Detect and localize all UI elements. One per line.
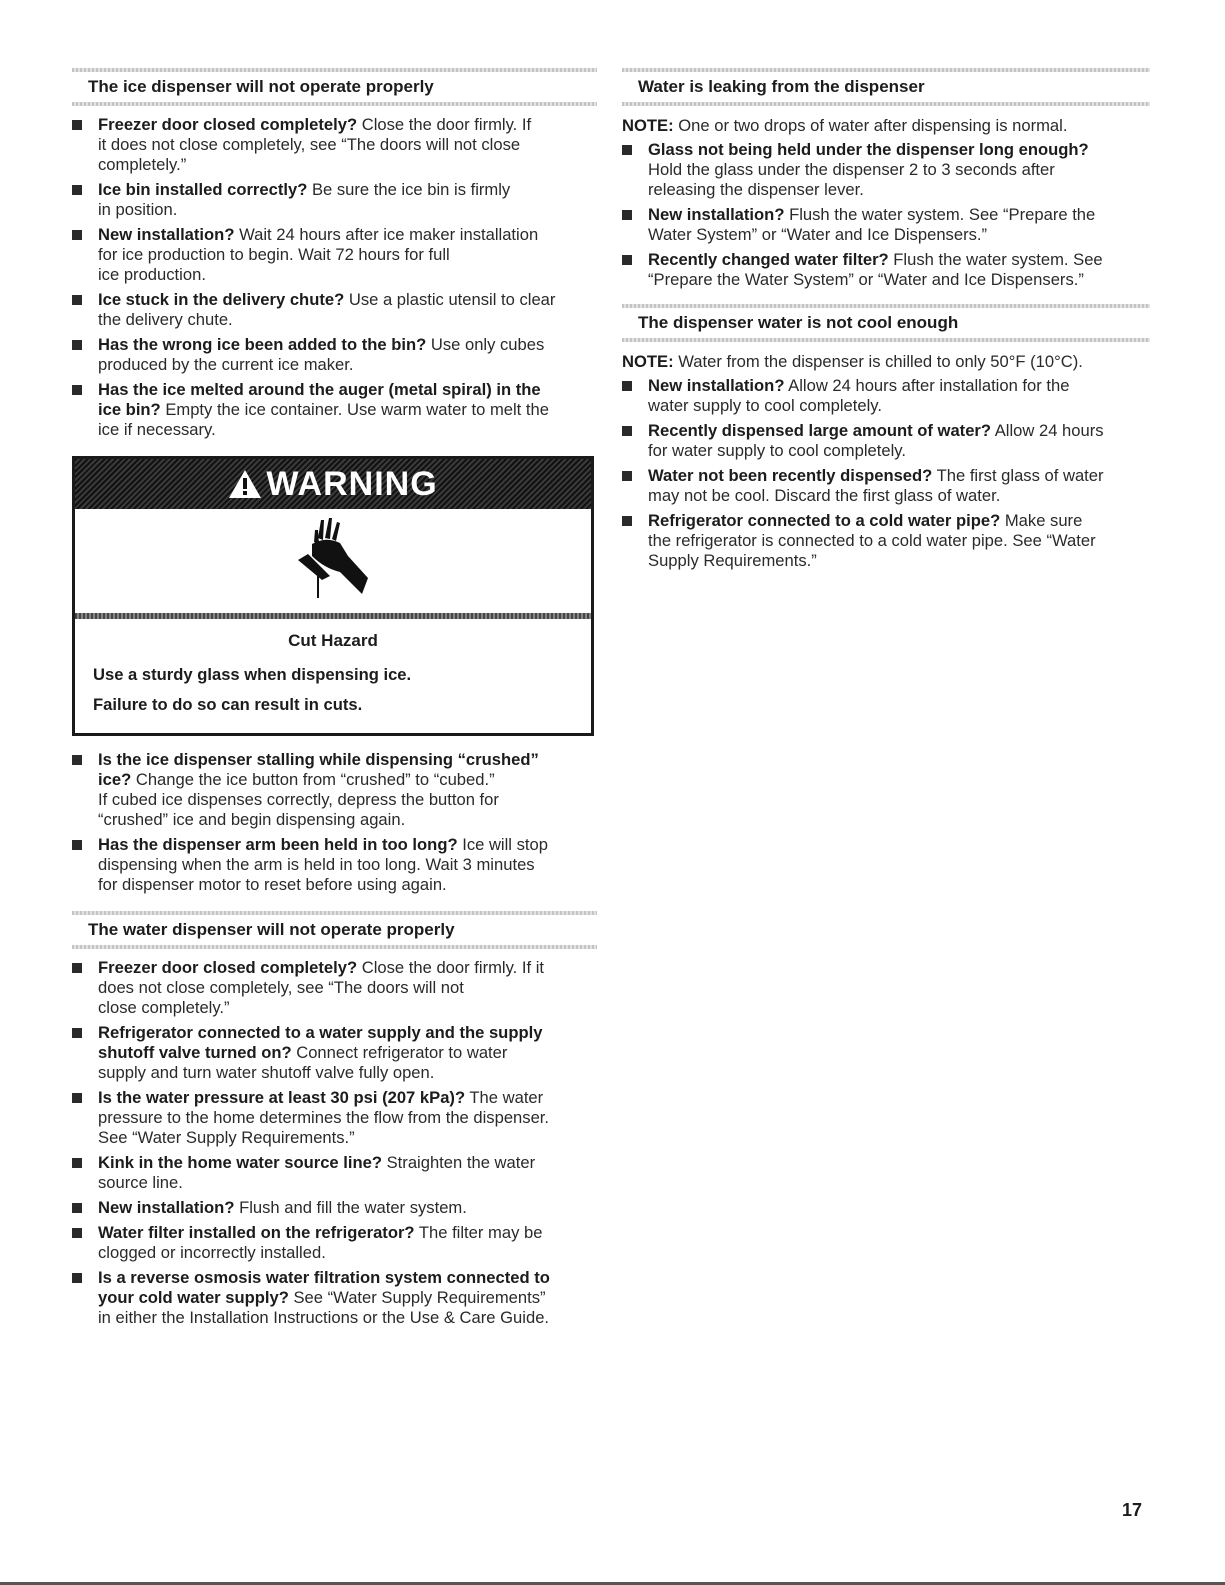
list-item: Is the ice dispenser stalling while dispensing “crushed” ice? Change the ice button from “crushed” to “cubed.” If cubed ice dispenses correctly, depress the button for “crushed” ice and begin dispensing again. [72, 750, 597, 830]
bullet-square-icon [622, 145, 632, 155]
bullet-square-icon [72, 230, 82, 240]
list-item: Refrigerator connected to a cold water pipe? Make sure the refrigerator is connected to a cold water pipe. See “Water Supply Requirements.” [622, 511, 1150, 571]
bullet-square-icon [72, 840, 82, 850]
bullet-square-icon [72, 755, 82, 765]
water-dispenser-list [72, 958, 597, 1328]
warning-title: WARNING [266, 464, 438, 503]
bullet-square-icon [72, 295, 82, 305]
warning-triangle-icon [228, 469, 262, 499]
water-leaking-list [622, 140, 1150, 290]
list-item: Recently dispensed large amount of water? Allow 24 hours for water supply to cool completely. [622, 421, 1150, 461]
bullet-square-icon [622, 426, 632, 436]
warning-instruction: Use a sturdy glass when dispensing ice. [93, 665, 412, 684]
bullet-square-icon [72, 120, 82, 130]
list-item: New installation? Flush the water system. See “Prepare the Water System” or “Water and Ice Dispensers.” [622, 205, 1150, 245]
ice-dispenser-list [72, 115, 597, 440]
section-heading-ice-dispenser: The ice dispenser will not operate properly [72, 68, 597, 106]
bullet-square-icon [622, 255, 632, 265]
list-item: Has the ice melted around the auger (metal spiral) in the ice bin? Empty the ice container. Use warm water to melt the ice if necessary. [72, 380, 597, 440]
list-item: Water not been recently dispensed? The first glass of water may not be cool. Discard the first glass of water. [622, 466, 1150, 506]
warning-consequence: Failure to do so can result in cuts. [93, 695, 363, 714]
bullet-square-icon [72, 1158, 82, 1168]
right-column [622, 68, 1150, 576]
list-item: New installation? Wait 24 hours after ice maker installation for ice production to begin. Wait 72 hours for full ice production. [72, 225, 597, 285]
list-item: Recently changed water filter? Flush the water system. See “Prepare the Water System” or “Water and Ice Dispensers.” [622, 250, 1150, 290]
section-heading-water-leaking: Water is leaking from the dispenser [622, 68, 1150, 106]
list-item: New installation? Allow 24 hours after installation for the water supply to cool completely. [622, 376, 1150, 416]
bullet-square-icon [72, 963, 82, 973]
left-column [72, 68, 597, 1333]
list-item: Has the dispenser arm been held in too long? Ice will stop dispensing when the arm is held in too long. Wait 3 minutes for dispenser motor to reset before using again. [72, 835, 597, 895]
section-heading-water-not-cool: The dispenser water is not cool enough [622, 304, 1150, 342]
bullet-square-icon [72, 1203, 82, 1213]
warning-box [72, 456, 594, 736]
section-heading-water-dispenser: The water dispenser will not operate properly [72, 911, 597, 949]
list-item: Freezer door closed completely? Close the door firmly. If it does not close completely, see “The doors will not close completely.” [72, 115, 597, 175]
list-item: Is the water pressure at least 30 psi (207 kPa)? The water pressure to the home determines the flow from the dispenser. See “Water Supply Requirements.” [72, 1088, 597, 1148]
bullet-square-icon [72, 340, 82, 350]
list-item: Has the wrong ice been added to the bin? Use only cubes produced by the current ice maker. [72, 335, 597, 375]
page-number: 17 [1121, 1500, 1142, 1520]
cut-hazard-pictogram [75, 509, 591, 613]
list-item: Water filter installed on the refrigerator? The filter may be clogged or incorrectly installed. [72, 1223, 597, 1263]
bullet-square-icon [72, 1273, 82, 1283]
bullet-square-icon [72, 385, 82, 395]
bullet-square-icon [622, 210, 632, 220]
list-item: Is a reverse osmosis water filtration system connected to your cold water supply? See “Water Supply Requirements” in either the Installation Instructions or the Use & Care Guide. [72, 1268, 597, 1328]
note: NOTE: Water from the dispenser is chilled to only 50°F (10°C). [622, 352, 1083, 371]
list-item: Refrigerator connected to a water supply and the supply shutoff valve turned on? Connect refrigerator to water supply and turn water shutoff valve fully open. [72, 1023, 597, 1083]
bullet-square-icon [72, 1228, 82, 1238]
bullet-square-icon [72, 1028, 82, 1038]
water-not-cool-list [622, 376, 1150, 571]
bullet-square-icon [72, 1093, 82, 1103]
bullet-square-icon [622, 471, 632, 481]
note: NOTE: One or two drops of water after dispensing is normal. [622, 116, 1068, 135]
bullet-square-icon [622, 381, 632, 391]
ice-dispenser-list-continued [72, 750, 597, 895]
list-item: Kink in the home water source line? Straighten the water source line. [72, 1153, 597, 1193]
bullet-square-icon [622, 516, 632, 526]
hazard-title: Cut Hazard [288, 631, 378, 650]
bullet-square-icon [72, 185, 82, 195]
list-item: New installation? Flush and fill the water system. [72, 1198, 597, 1218]
list-item: Ice stuck in the delivery chute? Use a plastic utensil to clear the delivery chute. [72, 290, 597, 330]
warning-body [75, 619, 591, 733]
cut-hand-icon [288, 516, 378, 606]
warning-header [75, 459, 591, 509]
list-item: Freezer door closed completely? Close the door firmly. If it does not close completely, see “The doors will not close completely.” [72, 958, 597, 1018]
list-item: Glass not being held under the dispenser long enough? Hold the glass under the dispenser 2 to 3 seconds after releasing the dispenser lever. [622, 140, 1150, 200]
list-item: Ice bin installed correctly? Be sure the ice bin is firmly in position. [72, 180, 597, 220]
